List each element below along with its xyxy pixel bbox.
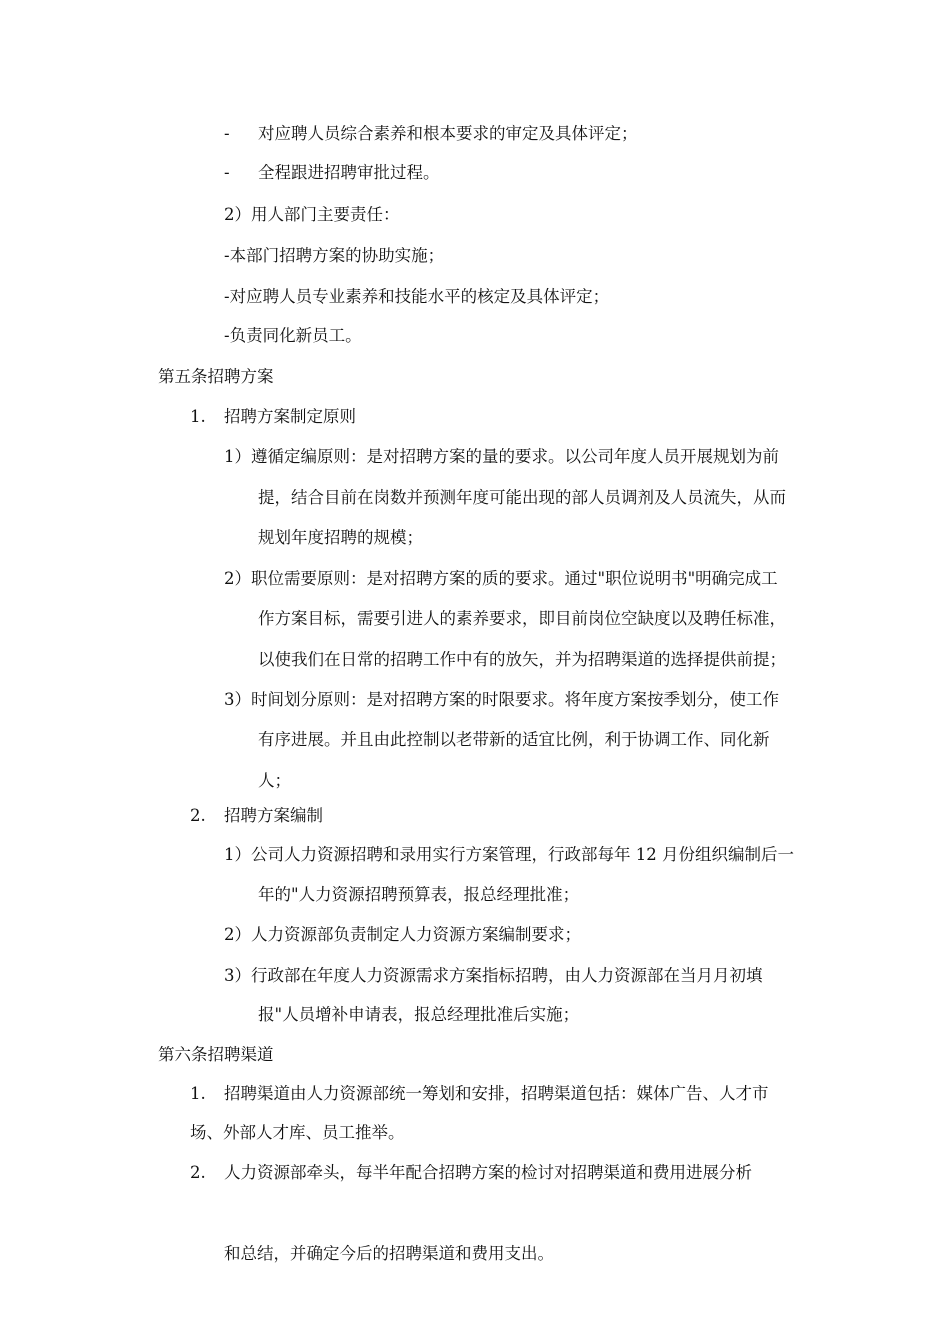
item-title: 招聘方案编制 <box>224 806 323 825</box>
item-title: 招聘方案制定原则 <box>224 407 356 426</box>
hr-duty-text: 全程跟进招聘审批过程。 <box>258 163 440 182</box>
list-number: 1. <box>190 407 206 426</box>
hr-duty-item <box>224 123 638 145</box>
dept-duty-heading: 2）用人部门主要责任： <box>224 205 400 224</box>
plan-line: 报"人员增补申请表，报总经理批准后实施； <box>258 1005 580 1024</box>
channel-continuation: 和总结，并确定今后的招聘渠道和费用支出。 <box>224 1244 554 1263</box>
principle-line: 以使我们在日常的招聘工作中有的放矢，并为招聘渠道的选择提供前提； <box>258 650 786 669</box>
list-number: 1. <box>190 1084 206 1103</box>
principle-line: 作方案目标，需要引进人的素养要求，即目前岗位空缺度以及聘任标准， <box>258 609 786 628</box>
list-number: 2. <box>190 1163 206 1182</box>
list-dash: - <box>224 163 230 182</box>
dept-duty-item: -本部门招聘方案的协助实施； <box>224 246 445 265</box>
hr-duty-item <box>224 162 440 184</box>
principle-line: 2）职位需要原则：是对招聘方案的质的要求。通过"职位说明书"明确完成工 <box>224 569 778 588</box>
dept-duty-item: -负责同化新员工。 <box>224 326 362 345</box>
channel-line: 人力资源部牵头，每半年配合招聘方案的检讨对招聘渠道和费用进展分析 <box>224 1163 752 1182</box>
principle-line: 人； <box>258 771 291 790</box>
section-5-title: 第五条招聘方案 <box>158 367 274 386</box>
principle-line: 3）时间划分原则：是对招聘方案的时限要求。将年度方案按季划分，使工作 <box>224 690 779 709</box>
hr-duty-text: 对应聘人员综合素养和根本要求的审定及具体评定； <box>258 124 638 143</box>
channel-line: 场、外部人才库、员工推举。 <box>190 1123 405 1142</box>
dept-duty-item: -对应聘人员专业素养和技能水平的核定及具体评定； <box>224 287 610 306</box>
plan-line: 1）公司人力资源招聘和录用实行方案管理，行政部每年 12 月份组织编制后一 <box>224 845 794 864</box>
section-6-title: 第六条招聘渠道 <box>158 1045 274 1064</box>
principle-line: 有序进展。并且由此控制以老带新的适宜比例，利于协调工作、同化新 <box>258 730 770 749</box>
list-dash: - <box>224 124 230 143</box>
principle-line: 规划年度招聘的规模； <box>258 528 423 547</box>
plan-line: 年的"人力资源招聘预算表，报总经理批准； <box>258 885 580 904</box>
list-number: 2. <box>190 806 206 825</box>
channel-line: 招聘渠道由人力资源部统一筹划和安排，招聘渠道包括：媒体广告、人才市 <box>224 1084 769 1103</box>
principle-line: 提，结合目前在岗数并预测年度可能出现的部人员调剂及人员流失，从而 <box>258 488 786 507</box>
plan-line: 2）人力资源部负责制定人力资源方案编制要求； <box>224 925 581 944</box>
principle-line: 1）遵循定编原则：是对招聘方案的量的要求。以公司年度人员开展规划为前 <box>224 447 779 466</box>
plan-line: 3）行政部在年度人力资源需求方案指标招聘，由人力资源部在当月月初填 <box>224 966 763 985</box>
